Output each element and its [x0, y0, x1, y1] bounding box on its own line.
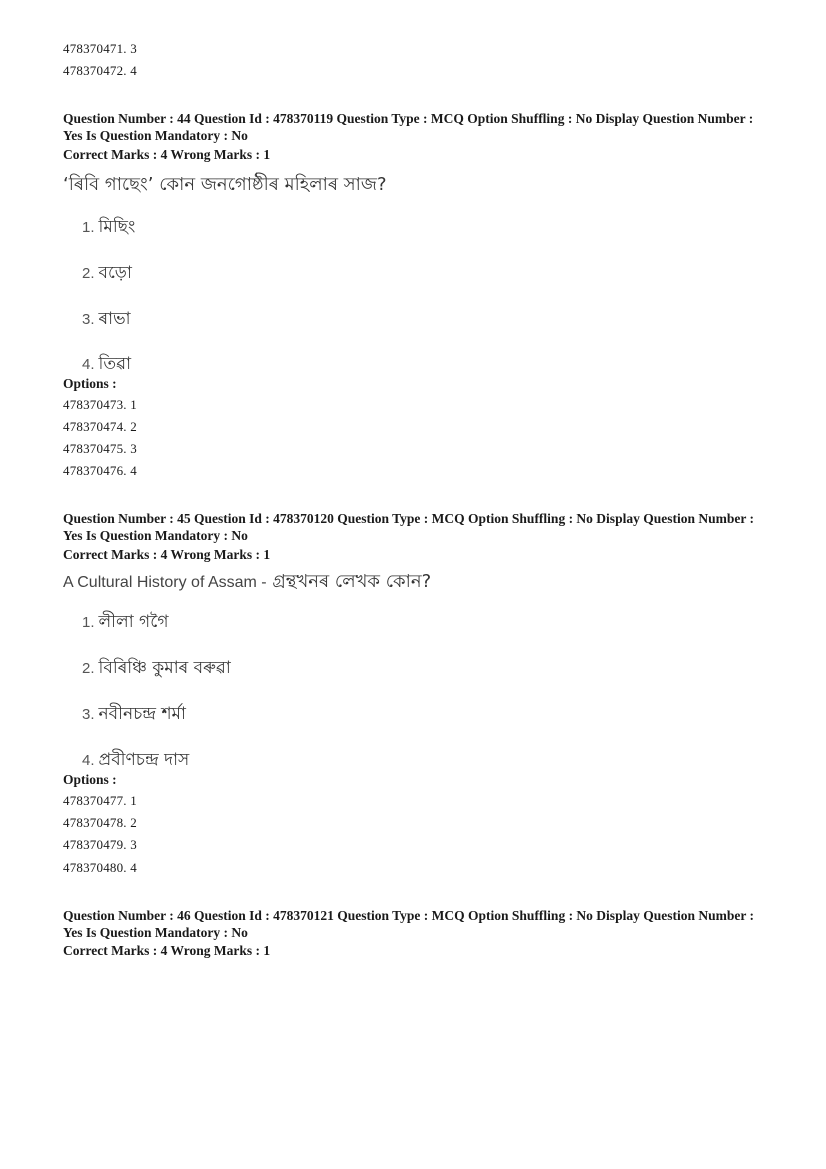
option-line	[63, 463, 137, 479]
option-line	[63, 793, 137, 809]
question-45-header: Question Number : 45 Question Id : 478370120 Question Type : MCQ Option Shuffling : No Display Question Number : Yes Is Question Mandatory : No	[63, 511, 754, 543]
question-45-text-assamese: গ্ৰন্থখনৰ লেখক কোন?	[272, 571, 432, 592]
option-value: 4	[130, 860, 137, 875]
choice-number: 3.	[82, 311, 95, 328]
option-value: 2	[130, 419, 137, 434]
option-id: 478370475.	[63, 441, 127, 456]
option-id: 478370471.	[63, 41, 127, 56]
choice-label: লীলা গগৈ	[98, 612, 169, 632]
option-id: 478370479.	[63, 837, 127, 852]
option-value: 3	[130, 837, 137, 852]
question-44-choice-4	[82, 351, 131, 379]
choice-number: 1.	[82, 614, 95, 631]
choice-label: তিৱা	[98, 354, 132, 374]
option-line	[63, 441, 137, 457]
question-44-options-label: Options :	[63, 376, 117, 391]
option-value: 3	[130, 41, 137, 56]
option-line	[63, 63, 137, 79]
option-line	[63, 397, 137, 413]
option-line	[63, 860, 137, 876]
choice-label: প্ৰবীণচন্দ্ৰ দাস	[98, 750, 190, 770]
choice-number: 2.	[82, 660, 95, 677]
choice-label: ৰাভা	[98, 309, 131, 329]
choice-label: বড়ো	[98, 263, 132, 283]
option-id: 478370472.	[63, 63, 127, 78]
option-value: 3	[130, 441, 137, 456]
question-44-text: ‘ৰিবি গাছেং’ কোন জনগোষ্ঠীৰ মহিলাৰ সাজ?	[63, 174, 387, 195]
choice-number: 1.	[82, 219, 95, 236]
option-value: 1	[130, 397, 137, 412]
question-45-choice-4	[82, 747, 189, 775]
option-value: 4	[130, 463, 137, 478]
choice-number: 2.	[82, 265, 95, 282]
question-44-marks: Correct Marks : 4 Wrong Marks : 1	[63, 147, 271, 162]
option-id: 478370480.	[63, 860, 127, 875]
question-45-options-label: Options :	[63, 772, 117, 787]
option-line	[63, 419, 137, 435]
question-46-marks: Correct Marks : 4 Wrong Marks : 1	[63, 943, 271, 958]
option-id: 478370476.	[63, 463, 127, 478]
option-value: 1	[130, 793, 137, 808]
question-45-marks: Correct Marks : 4 Wrong Marks : 1	[63, 547, 271, 562]
question-46-header: Question Number : 46 Question Id : 478370121 Question Type : MCQ Option Shuffling : No Display Question Number : Yes Is Question Mandatory : No	[63, 908, 754, 940]
option-value: 4	[130, 63, 137, 78]
option-id: 478370478.	[63, 815, 127, 830]
option-value: 2	[130, 815, 137, 830]
choice-number: 4.	[82, 356, 95, 373]
question-44-choice-3	[82, 306, 131, 334]
question-45-text	[63, 567, 431, 598]
option-id: 478370473.	[63, 397, 127, 412]
option-line	[63, 41, 137, 57]
option-id: 478370477.	[63, 793, 127, 808]
option-line	[63, 815, 137, 831]
choice-label: মিছিং	[98, 217, 136, 237]
question-45-choice-2	[82, 655, 231, 683]
question-45-choice-3	[82, 701, 186, 729]
question-45-text-latin: A Cultural History of Assam -	[63, 574, 267, 591]
choice-number: 4.	[82, 752, 95, 769]
question-44-header: Question Number : 44 Question Id : 478370119 Question Type : MCQ Option Shuffling : No Display Question Number : Yes Is Question Mandatory : No	[63, 111, 754, 143]
choice-number: 3.	[82, 706, 95, 723]
question-45-choice-1	[82, 609, 168, 637]
choice-label: নবীনচন্দ্ৰ শৰ্মা	[98, 704, 186, 724]
option-id: 478370474.	[63, 419, 127, 434]
choice-label: বিৰিঞ্চি কুমাৰ বৰুৱা	[98, 658, 231, 678]
question-44-choice-1	[82, 214, 135, 242]
question-44-choice-2	[82, 260, 132, 288]
option-line	[63, 837, 137, 853]
